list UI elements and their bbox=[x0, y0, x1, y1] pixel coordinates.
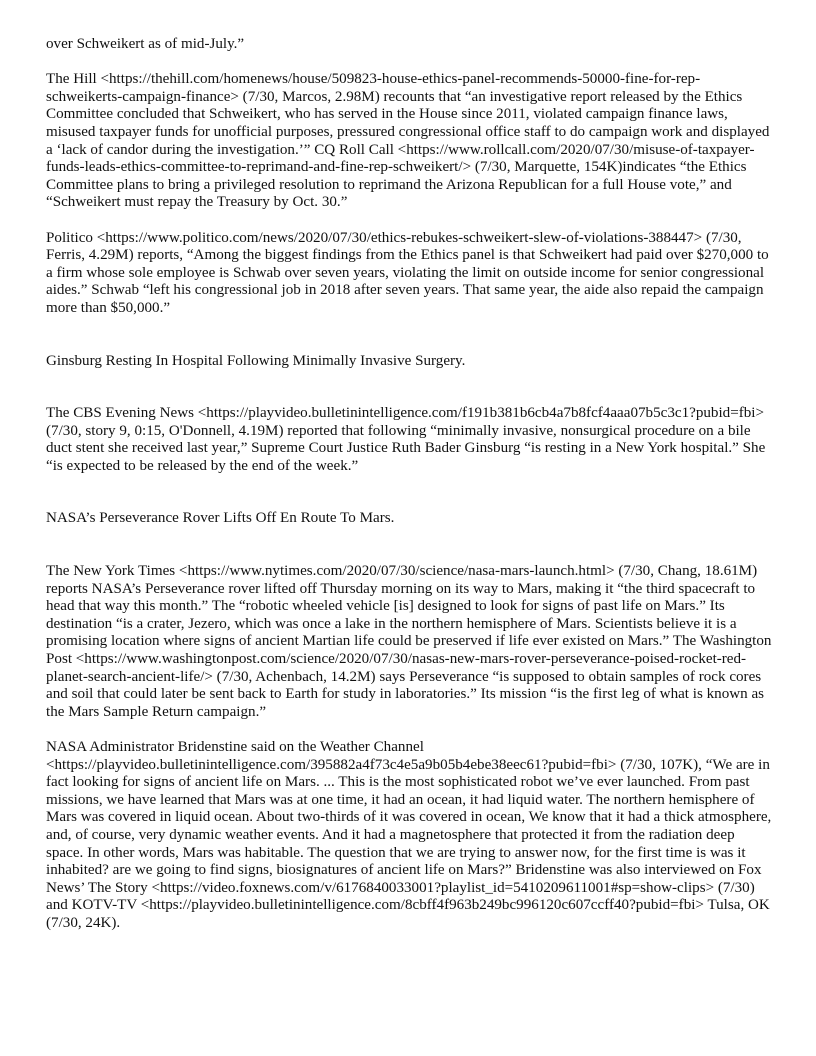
headline-nasa: NASA’s Perseverance Rover Lifts Off En Route To Mars. bbox=[46, 510, 395, 527]
document-page bbox=[46, 36, 774, 933]
paragraph-nyt: The New York Times <https://www.nytimes.com/2020/07/30/science/nasa-mars-launch.html> (7/30, Chang, 18.61M) reports NASA’s Perseverance rover lifted off Thursday morning on its way to Mars, making it “the third spacecraft to head that way this month.” The “robotic wheeled vehicle [is] designed to look for signs of past life on Mars.” Its destination “is a crater, Jezero, which was once a lake in the northern hemisphere of Mars. Scientists believe it is a promising location where signs of ancient Martian life could be preserved if life ever existed on Mars.” The Washington Post <https://www.washingtonpost.com/science/2020/07/30/nasas-new-mars-rover-perseverance-poised-rocket-red-planet-search-ancient-life/> (7/30, Achenbach, 14.2M) says Perseverance “is supposed to obtain samples of rock cores and soil that could later be sent back to Earth for study in laboratories.” Its mission “is the first leg of what is known as the Mars Sample Return campaign.” bbox=[46, 563, 772, 720]
paragraph-cbs: The CBS Evening News <https://playvideo.bulletinintelligence.com/f191b381b6cb4a7b8fcf4aaa07b5c3c1?pubid=fbi> (7/30, story 9, 0:15, O'Donnell, 4.19M) reported that following “minimally invasive, nonsurgical procedure on a bile duct stent she received last year,” Supreme Court Justice Ruth Bader Ginsburg “is resting in a New York hospital.” She “is expected to be released by the end of the week.” bbox=[46, 405, 766, 474]
paragraph-the-hill: The Hill <https://thehill.com/homenews/house/509823-house-ethics-panel-recommends-50000-fine-for-rep-schweikerts-campaign-finance> (7/30, Marcos, 2.98M) recounts that “an investigative report released by the Ethics Committee concluded that Schweikert, who has served in the House since 2011, violated campaign finance laws, misused taxpayer funds for unofficial purposes, pressured congressional office staff to do campaign work and displayed a ‘lack of candor during the investigation.’” CQ Roll Call <https://www.rollcall.com/2020/07/30/misuse-of-taxpayer-funds-leads-ethics-committee-to-reprimand-and-fine-rep-schweikert/> (7/30, Marquette, 154K)indicates “the Ethics Committee plans to bring a privileged resolution to reprimand the Arizona Republican for a full House vote,” and “Schweikert must repay the Treasury by Oct. 30.” bbox=[46, 71, 770, 211]
paragraph-continuation: over Schweikert as of mid-July.” bbox=[46, 36, 245, 52]
headline-ginsburg: Ginsburg Resting In Hospital Following Minimally Invasive Surgery. bbox=[46, 352, 466, 369]
paragraph-politico: Politico <https://www.politico.com/news/2020/07/30/ethics-rebukes-schweikert-slew-of-violations-388447> (7/30, Ferris, 4.29M) reports, “Among the biggest findings from the Ethics panel is that Schweikert had paid over $270,000 to a firm whose sole employee is Schwab over seven years, violating the limit on outside income for senior congressional aides.” Schwab “left his congressional job in 2018 after seven years. That same year, the aide also repaid the campaign more than $50,000.” bbox=[46, 229, 769, 316]
paragraph-bridenstine: NASA Administrator Bridenstine said on the Weather Channel <https://playvideo.bulletinintelligence.com/395882a4f73c4e5a9b05b4ebe38eec61?pubid=fbi> (7/30, 107K), “We are in fact looking for signs of ancient life on Mars. ... This is the most sophisticated robot we’ve ever launched. From past missions, we have learned that Mars was at one time, it had an ocean, it had liquid water. The northern hemisphere of Mars was covered in liquid ocean. About two-thirds of it was covered in ocean, We know that it had a thick atmosphere, and, of course, very dynamic weather events. And it had a magnetosphere that protected it from the radiation deep space. In other words, Mars was habitable. The question that we are trying to answer now, for the first time is was it inhabited? are we going to find signs, biosignatures of ancient life on Mars?” Bridenstine was also interviewed on Fox News’ The Story <https://video.foxnews.com/v/6176840033001?playlist_id=5410209611001#sp=show-clips> (7/30) and KOTV-TV <https://playvideo.bulletinintelligence.com/8cbff4f963b249bc996120c607ccff40?pubid=fbi> Tulsa, OK (7/30, 24K). bbox=[46, 739, 772, 931]
